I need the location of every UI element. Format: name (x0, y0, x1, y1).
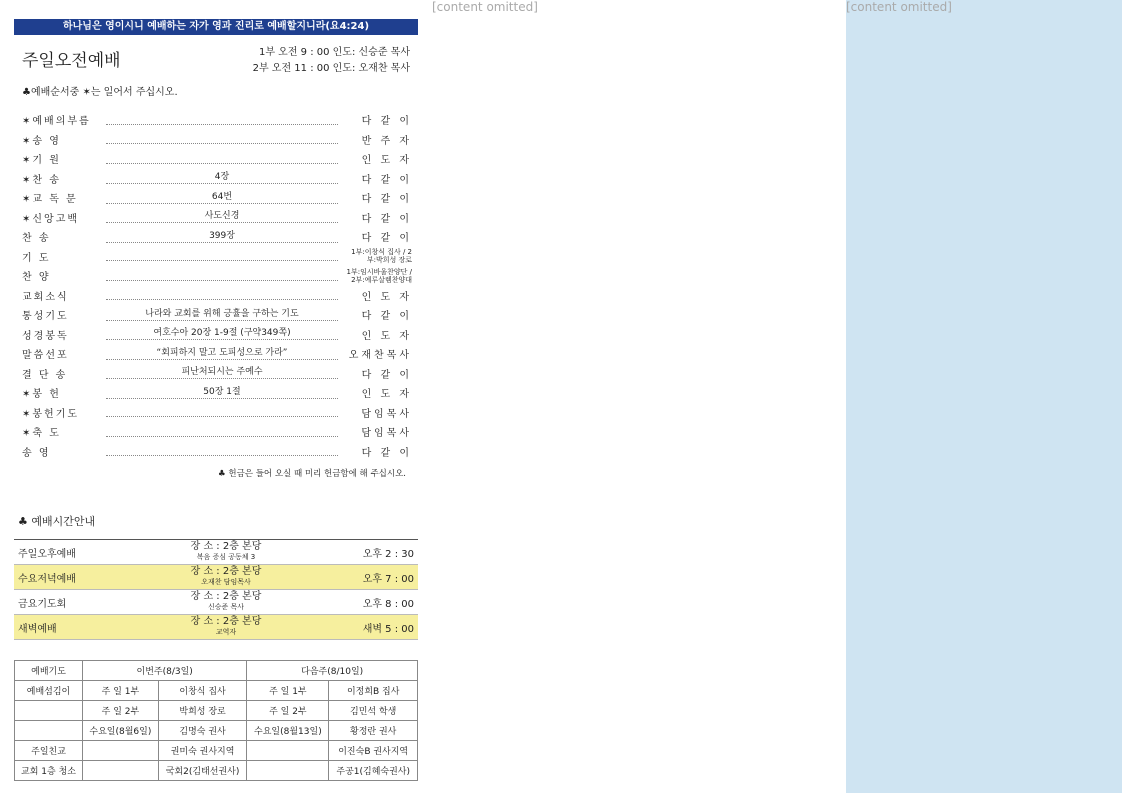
order-item-name: ✶봉 헌 (22, 389, 61, 401)
order-item-leader: 다 같 이 (361, 233, 412, 245)
duty-cell: 황정란 권사 (329, 721, 418, 741)
duty-cell (83, 741, 159, 761)
order-item-detail (106, 427, 338, 437)
order-item-detail: 399장 (106, 231, 338, 243)
schedule-name: 금요기도회 (18, 598, 67, 610)
duty-cell: 이창식 집사 (158, 681, 247, 701)
order-item-detail (106, 446, 338, 456)
schedule-place (108, 592, 344, 612)
order-item-name: ✶신앙고백 (22, 213, 80, 225)
order-item (22, 364, 412, 384)
duty-cell: 주공1(김혜숙권사) (329, 761, 418, 781)
order-list (14, 110, 418, 461)
order-item-name: ✶봉헌기도 (22, 408, 80, 420)
schedule-heading: ♣ 예배시간안내 (18, 515, 96, 528)
order-note: ♣예배순서중 ✶는 일어서 주십시오. (22, 87, 178, 98)
order-item-detail: 4장 (106, 172, 338, 184)
duty-head-role: 예배기도 (15, 661, 83, 681)
service-title: 주일오전예배 (22, 51, 121, 71)
scripture-banner: 하나님은 영이시니 예배하는 자가 영과 진리로 예배할지니라(요4:24) (14, 19, 418, 35)
duty-cell: 이정희B 집사 (329, 681, 418, 701)
schedule-name: 주일오후예배 (18, 548, 76, 560)
order-item-leader: 1부:임시바울찬양단 / 2부:예루살렘찬양대 (346, 267, 412, 284)
schedule-row (14, 540, 418, 565)
order-item-detail (106, 154, 338, 164)
schedule-row (14, 565, 418, 590)
order-item (22, 286, 412, 306)
order-item (22, 188, 412, 208)
duty-row (15, 721, 418, 741)
order-item (22, 383, 412, 403)
duty-cell (15, 721, 83, 741)
schedule-time: 오후 7 : 00 (362, 573, 414, 585)
schedule-place (108, 542, 344, 562)
duty-cell: 교회 1층 청소 (15, 761, 83, 781)
order-item-detail: 64번 (106, 192, 338, 204)
duty-cell: 국회2(김태선권사) (158, 761, 247, 781)
duty-cell: 주 일 1부 (247, 681, 329, 701)
order-item-leader: 오재찬목사 (348, 350, 412, 362)
order-item-leader: 인 도 자 (361, 155, 412, 167)
schedule-row (14, 590, 418, 615)
duty-row (15, 761, 418, 781)
order-item-name: 성경봉독 (22, 330, 69, 342)
schedule-name: 수요저녁예배 (18, 573, 76, 585)
order-item-name: 찬 송 (22, 233, 51, 245)
order-item-detail: 나라와 교회를 위해 긍휼을 구하는 기도 (106, 309, 338, 321)
order-item-name: 기 도 (22, 252, 51, 264)
schedule-leader: 오재찬 담임목사 (201, 578, 251, 586)
order-item (22, 442, 412, 462)
order-item (22, 344, 412, 364)
sermon-notes-panel (846, 0, 1122, 793)
order-item (22, 305, 412, 325)
order-item-name: ✶교 독 문 (22, 194, 78, 206)
duty-cell (83, 761, 159, 781)
duty-row (15, 701, 418, 721)
order-item-leader: 1부:이창식 집사 / 2부:박희성 장로 (351, 248, 412, 265)
duty-cell (247, 761, 329, 781)
schedule-time: 새벽 5 : 00 (362, 623, 414, 635)
order-item-detail (106, 290, 338, 300)
offering-note: ♣ 헌금은 들어 오실 때 미리 헌금함에 해 주십시오. (218, 469, 406, 479)
schedule-place-label: 장 소 : 2층 본당 (190, 591, 262, 602)
duty-cell: 주 일 2부 (247, 701, 329, 721)
placeholder-note: [content omitted] (846, 0, 952, 14)
order-item (22, 149, 412, 169)
order-item-detail (106, 134, 338, 144)
order-item-detail (106, 407, 338, 417)
order-item-leader: 다 같 이 (361, 116, 412, 128)
schedule-leader: 신승준 목사 (207, 603, 245, 611)
order-item-detail: 사도신경 (106, 211, 338, 223)
order-item-leader: 인 도 자 (361, 389, 412, 401)
duty-row (15, 741, 418, 761)
placeholder-note: [content omitted] (432, 0, 538, 14)
order-item (22, 208, 412, 228)
order-item-detail: 피난처되시는 주예수 (106, 367, 338, 379)
duty-cell: 주일친교 (15, 741, 83, 761)
schedule-time: 오후 8 : 00 (362, 598, 414, 610)
order-item-name: 말씀선포 (22, 350, 69, 362)
schedule-place-label: 장 소 : 2층 본당 (190, 541, 262, 552)
order-item (22, 169, 412, 189)
duty-cell: 수요일(8월13일) (247, 721, 329, 741)
order-item-detail: 50장 1절 (106, 387, 338, 399)
duty-cell: 박희성 장로 (158, 701, 247, 721)
schedule-row (14, 615, 418, 640)
order-item-detail (106, 271, 338, 281)
duty-cell: 김민석 학생 (329, 701, 418, 721)
church-news-panel (432, 0, 836, 793)
order-item (22, 110, 412, 130)
order-item-leader: 인 도 자 (361, 330, 412, 342)
order-item-leader: 인 도 자 (361, 291, 412, 303)
schedule-list (14, 539, 418, 640)
order-item (22, 227, 412, 247)
order-item-detail (106, 251, 338, 261)
order-item-leader: 다 같 이 (361, 311, 412, 323)
order-item (22, 266, 412, 286)
schedule-place-label: 장 소 : 2층 본당 (190, 616, 262, 627)
order-item (22, 325, 412, 345)
order-item-leader: 다 같 이 (361, 369, 412, 381)
schedule-leader: 교역자 (215, 628, 237, 636)
order-item-name: 찬 양 (22, 272, 51, 284)
schedule-time: 오후 2 : 30 (362, 548, 414, 560)
order-item-leader: 담임목사 (361, 428, 412, 440)
order-item-name: 송 영 (22, 447, 51, 459)
order-item-leader: 다 같 이 (361, 194, 412, 206)
order-item-name: ✶찬 송 (22, 174, 61, 186)
order-item-name: ✶송 영 (22, 135, 61, 147)
duty-head-this-week: 이번주(8/3일) (83, 661, 247, 681)
order-item-name: 교회소식 (22, 291, 69, 303)
duty-cell: 주 일 1부 (83, 681, 159, 701)
duty-row (15, 681, 418, 701)
schedule-name: 새벽예배 (18, 623, 57, 635)
order-item-leader: 다 같 이 (361, 174, 412, 186)
schedule-place-label: 장 소 : 2층 본당 (190, 566, 262, 577)
order-item-detail: 여호수아 20장 1-9절 (구약349쪽) (106, 328, 338, 340)
duty-head-next-week: 다음주(8/10일) (247, 661, 418, 681)
order-item (22, 403, 412, 423)
schedule-place (108, 567, 344, 587)
order-item-name: ✶예배의부름 (22, 116, 91, 128)
duty-cell: 이진숙B 권사지역 (329, 741, 418, 761)
order-of-worship-panel (14, 0, 418, 793)
schedule-leader: 복음 증심 공동체 3 (196, 553, 256, 561)
order-item-name: ✶축 도 (22, 428, 61, 440)
order-item-leader: 반 주 자 (361, 135, 412, 147)
duty-cell: 권미숙 권사지역 (158, 741, 247, 761)
duty-table (14, 660, 418, 781)
duty-cell: 예배섬김이 (15, 681, 83, 701)
order-item (22, 130, 412, 150)
duty-cell: 주 일 2부 (83, 701, 159, 721)
order-item-name: 결 단 송 (22, 369, 68, 381)
duty-cell: 수요일(8월6일) (83, 721, 159, 741)
schedule-place (108, 617, 344, 637)
duty-cell (15, 701, 83, 721)
order-item-name: 통성기도 (22, 311, 69, 323)
duty-cell: 김명숙 권사 (158, 721, 247, 741)
service-times: 1부 오전 9 : 00 인도: 신승준 목사 2부 오전 11 : 00 인도: 오재찬 목사 (252, 47, 410, 74)
order-item-detail: “회피하지 말고 도피성으로 가라” (106, 348, 338, 360)
order-item (22, 422, 412, 442)
order-item-leader: 담임목사 (361, 408, 412, 420)
duty-cell (247, 741, 329, 761)
order-item-leader: 다 같 이 (361, 447, 412, 459)
order-item-name: ✶기 원 (22, 155, 61, 167)
order-item-leader: 다 같 이 (361, 213, 412, 225)
order-item-detail (106, 115, 338, 125)
order-item (22, 247, 412, 267)
